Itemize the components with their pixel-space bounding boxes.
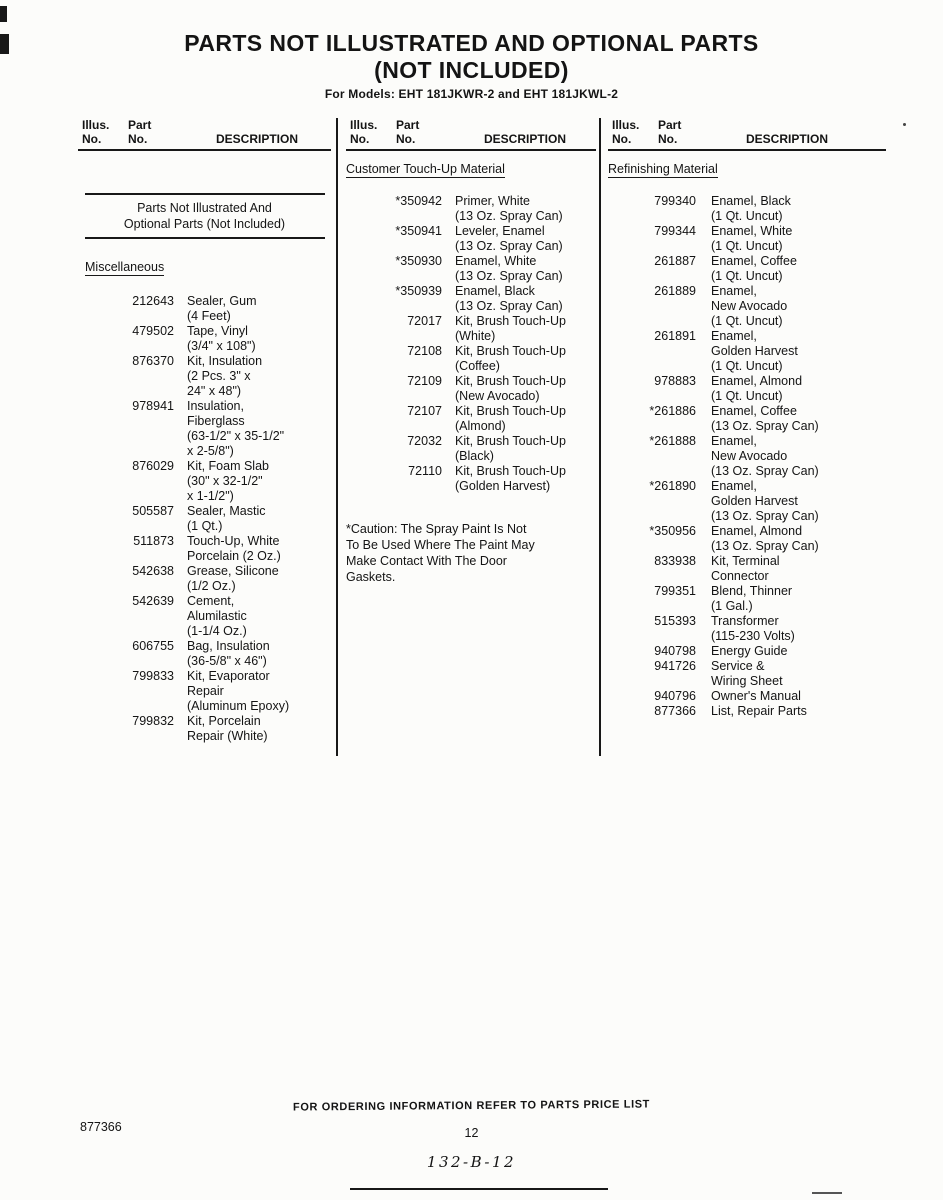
column-customer-touch-up-material (346, 116, 596, 585)
section-title: Refinishing Material (608, 162, 718, 176)
part-description: Enamel, New Avocado (1 Qt. Uncut) (711, 284, 788, 328)
part-number: *261886 (649, 404, 696, 418)
description-column-label: DESCRIPTION (484, 132, 567, 146)
part-description: Insulation, Fiberglass (63-1/2" x 35-1/2" x 2-5/8") (187, 399, 285, 458)
part-number: *350942 (395, 194, 442, 208)
part-description: Sealer, Gum (4 Feet) (187, 294, 257, 323)
part-row (608, 704, 886, 719)
part-row (608, 479, 886, 524)
part-row (78, 564, 331, 594)
part-description: Kit, Porcelain Repair (White) (187, 714, 268, 743)
column-header (608, 116, 886, 151)
part-row (78, 669, 331, 714)
part-row (608, 434, 886, 479)
part-description: Bag, Insulation (36-5/8" x 46") (187, 639, 270, 668)
part-row (78, 459, 331, 504)
illus-column-label: Illus. (82, 118, 110, 132)
parts-list (346, 194, 596, 494)
part-number: 515393 (654, 614, 696, 628)
document-number: 877366 (80, 1120, 122, 1134)
part-row (78, 534, 331, 564)
part-row (608, 524, 886, 554)
part-description: Touch-Up, White Porcelain (2 Oz.) (187, 534, 281, 563)
part-row (608, 644, 886, 659)
part-row (608, 554, 886, 584)
page-title (0, 30, 943, 84)
part-number: 940798 (654, 644, 696, 658)
part-description: Kit, Brush Touch-Up (White) (455, 314, 566, 343)
part-number: *350930 (395, 254, 442, 268)
part-number: 877366 (654, 704, 696, 718)
part-number: 978883 (654, 374, 696, 388)
part-description: Kit, Brush Touch-Up (Golden Harvest) (455, 464, 566, 493)
illus-column-label: Illus. (612, 118, 640, 132)
part-number: 261889 (654, 284, 696, 298)
part-description: Enamel, Coffee (1 Qt. Uncut) (711, 254, 797, 283)
part-row (78, 714, 331, 744)
part-row (346, 464, 596, 494)
part-number: 542639 (132, 594, 174, 608)
section-title: Customer Touch-Up Material (346, 162, 505, 176)
part-number: 72110 (408, 464, 442, 478)
part-row (346, 404, 596, 434)
part-number: *261890 (649, 479, 696, 493)
column-divider (336, 118, 338, 756)
part-number: 261887 (654, 254, 696, 268)
illus-no-label: No. (350, 132, 370, 146)
part-description: Enamel, Golden Harvest (1 Qt. Uncut) (711, 329, 798, 373)
part-number: 940796 (654, 689, 696, 703)
part-row (608, 614, 886, 644)
part-row (346, 434, 596, 464)
part-number: 941726 (654, 659, 696, 673)
part-number: *350939 (395, 284, 442, 298)
part-row (346, 254, 596, 284)
part-description: Kit, Foam Slab (30" x 32-1/2" x 1-1/2") (187, 459, 269, 503)
part-description: Kit, Evaporator Repair (Aluminum Epoxy) (187, 669, 290, 713)
part-row (608, 689, 886, 704)
handwritten-stamp: 132-B-12 (426, 1153, 517, 1171)
part-column-label: Part (128, 118, 152, 132)
part-description: Kit, Brush Touch-Up (Coffee) (455, 344, 566, 373)
column-header-row-2 (82, 132, 331, 146)
column-divider (599, 118, 601, 756)
column-header-row-2 (612, 132, 886, 146)
parts-columns (78, 116, 888, 761)
part-row (608, 329, 886, 374)
part-row (346, 284, 596, 314)
part-row (78, 324, 331, 354)
part-description: Kit, Insulation (2 Pcs. 3" x 24" x 48") (187, 354, 263, 398)
part-description: Enamel, New Avocado (13 Oz. Spray Can) (711, 434, 819, 478)
part-description: Enamel, Black (13 Oz. Spray Can) (455, 284, 563, 313)
part-number: *350941 (395, 224, 442, 238)
part-number: 799340 (654, 194, 696, 208)
part-no-label: No. (396, 132, 416, 146)
part-row (78, 399, 331, 459)
section-title-wrap (608, 160, 886, 178)
part-description: Enamel, Coffee (13 Oz. Spray Can) (711, 404, 819, 433)
part-number: 876029 (132, 459, 174, 473)
part-number: 606755 (132, 639, 174, 653)
title-line-2: (NOT INCLUDED) (374, 57, 569, 83)
column-refinishing-material (608, 116, 886, 719)
part-number: 799833 (132, 669, 174, 683)
part-row (78, 504, 331, 534)
column-header-row-2 (350, 132, 596, 146)
part-row (608, 194, 886, 224)
part-description: Enamel, Golden Harvest (13 Oz. Spray Can) (711, 479, 819, 523)
part-description: Tape, Vinyl (3/4" x 108") (187, 324, 256, 353)
part-number: 505587 (132, 504, 174, 518)
models-line: For Models: EHT 181JKWR-2 and EHT 181JKWL-2 (324, 87, 619, 101)
part-row (78, 354, 331, 399)
part-number: 72017 (407, 314, 442, 328)
caution-note: *Caution: The Spray Paint Is Not To Be Used Where The Paint May Make Contact With The Door Gaskets. (346, 522, 535, 584)
part-no-label: No. (128, 132, 148, 146)
part-description: Enamel, Almond (13 Oz. Spray Can) (711, 524, 819, 553)
part-number: 799832 (132, 714, 174, 728)
part-number: 261891 (654, 329, 696, 343)
part-column-label: Part (396, 118, 420, 132)
part-number: 799344 (654, 224, 696, 238)
part-description: Enamel, Almond (1 Qt. Uncut) (711, 374, 803, 403)
scan-artifact (812, 1192, 842, 1194)
part-description: Kit, Brush Touch-Up (Black) (455, 434, 566, 463)
part-row (346, 194, 596, 224)
section-title: Miscellaneous (85, 260, 165, 274)
part-number: 72107 (407, 404, 442, 418)
part-description: Primer, White (13 Oz. Spray Can) (455, 194, 563, 223)
part-description: Cement, Alumilastic (1-1/4 Oz.) (187, 594, 247, 638)
part-number: 511873 (133, 534, 174, 548)
part-number: 542638 (132, 564, 174, 578)
part-description: Leveler, Enamel (13 Oz. Spray Can) (455, 224, 563, 253)
part-description: Kit, Brush Touch-Up (New Avocado) (455, 374, 566, 403)
ordering-info-note: FOR ORDERING INFORMATION REFER TO PARTS PRICE LIST (292, 1098, 651, 1114)
part-description: Transformer (115-230 Volts) (711, 614, 795, 643)
part-description: Kit, Terminal Connector (711, 554, 780, 583)
part-number: 876370 (132, 354, 174, 368)
part-description: Sealer, Mastic (1 Qt.) (187, 504, 266, 533)
part-number: 833938 (654, 554, 696, 568)
section-title-wrap (346, 160, 596, 178)
part-row (78, 294, 331, 324)
part-number: 212643 (132, 294, 174, 308)
scan-artifact (350, 1188, 608, 1190)
column-header-row-1 (82, 118, 331, 132)
column-header-row-1 (350, 118, 596, 132)
part-description: Enamel, White (1 Qt. Uncut) (711, 224, 793, 253)
part-description: Enamel, Black (1 Qt. Uncut) (711, 194, 791, 223)
part-description: Blend, Thinner (1 Gal.) (711, 584, 793, 613)
scan-artifact (0, 6, 7, 22)
part-row (608, 374, 886, 404)
part-row (346, 224, 596, 254)
part-number: 479502 (132, 324, 174, 338)
boxed-section-title: Parts Not Illustrated And Optional Parts (Not Included) (85, 193, 325, 239)
description-column-label: DESCRIPTION (216, 132, 299, 146)
part-description: Enamel, White (13 Oz. Spray Can) (455, 254, 563, 283)
part-row (608, 224, 886, 254)
description-column-label: DESCRIPTION (746, 132, 829, 146)
part-description: Service & Wiring Sheet (711, 659, 783, 688)
illus-column-label: Illus. (350, 118, 378, 132)
part-row (78, 594, 331, 639)
scan-artifact (903, 123, 906, 126)
column-header (78, 116, 331, 151)
part-row (608, 284, 886, 329)
part-number: 72109 (407, 374, 442, 388)
column-miscellaneous (78, 116, 331, 744)
illus-no-label: No. (82, 132, 102, 146)
part-number: 72032 (407, 434, 442, 448)
part-number: 978941 (132, 399, 174, 413)
part-row (78, 639, 331, 669)
part-number: 72108 (407, 344, 442, 358)
column-header (346, 116, 596, 151)
part-number: 799351 (654, 584, 696, 598)
parts-list (78, 294, 331, 744)
section-title-wrap (78, 258, 331, 276)
part-row (608, 254, 886, 284)
part-description: Owner's Manual (711, 689, 801, 703)
part-number: *350956 (649, 524, 696, 538)
part-row (346, 374, 596, 404)
page-number: 12 (464, 1126, 479, 1140)
parts-list (608, 194, 886, 719)
part-row (608, 659, 886, 689)
part-row (346, 314, 596, 344)
part-description: Kit, Brush Touch-Up (Almond) (455, 404, 566, 433)
part-description: Grease, Silicone (1/2 Oz.) (187, 564, 279, 593)
part-row (346, 344, 596, 374)
part-row (608, 584, 886, 614)
part-no-label: No. (658, 132, 678, 146)
part-description: List, Repair Parts (711, 704, 807, 718)
part-description: Energy Guide (711, 644, 788, 658)
part-row (608, 404, 886, 434)
illus-no-label: No. (612, 132, 632, 146)
part-number: *261888 (649, 434, 696, 448)
title-line-1: PARTS NOT ILLUSTRATED AND OPTIONAL PARTS (184, 30, 759, 56)
column-header-row-1 (612, 118, 886, 132)
part-column-label: Part (658, 118, 682, 132)
